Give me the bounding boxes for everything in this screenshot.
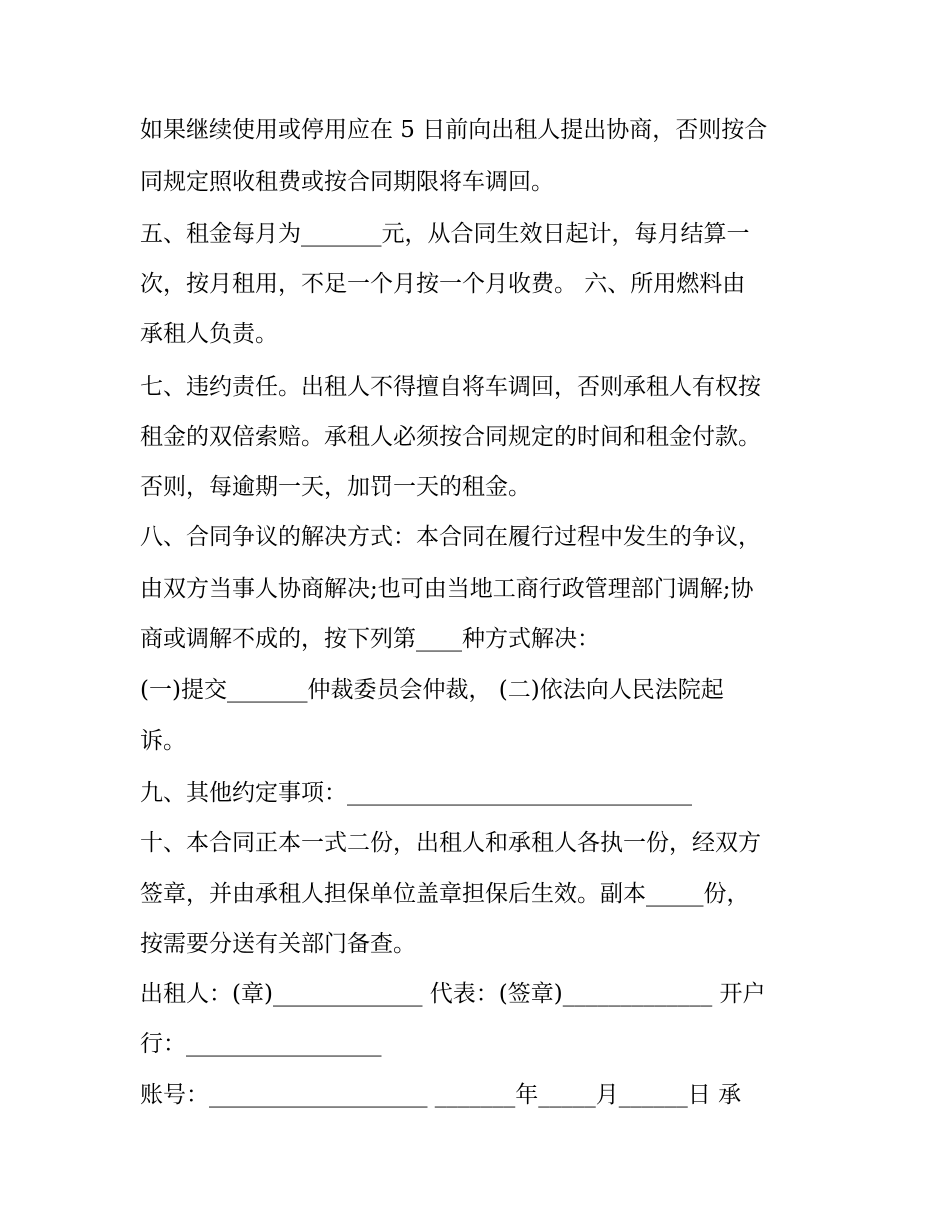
text-line: 出租人：(章)_____________ 代表：(签章)_____________ 开户 xyxy=(140,981,766,1007)
text-line: 否则，每逾期一天，加罚一天的租金。 xyxy=(140,474,531,500)
text-line: 五、租金每月为_______元，从合同生效日起计，每月结算一 xyxy=(140,221,750,247)
text-line: 承租人负责。 xyxy=(140,321,278,347)
text-line: 同规定照收租费或按合同期限将车调回。 xyxy=(140,169,554,195)
text-line: 按需要分送有关部门备查。 xyxy=(140,931,416,957)
text-line: (一)提交_______仲裁委员会仲裁， (二)依法向人民法院起 xyxy=(140,677,724,703)
text-line: 十、本合同正本一式二份，出租人和承租人各执一份，经双方 xyxy=(140,830,761,856)
text-line: 账号：___________________ _______年_____月______日 承 xyxy=(140,1082,742,1108)
text-line: 诉。 xyxy=(140,728,186,754)
text-line: 七、违约责任。出租人不得擅自将车调回，否则承租人有权按 xyxy=(140,374,761,400)
text-line: 租金的双倍索赔。承租人必须按合同规定的时间和租金付款。 xyxy=(140,424,761,450)
text-line: 九、其他约定事项：______________________________ xyxy=(140,780,692,806)
text-line: 如果继续使用或停用应在 5 日前向出租人提出协商，否则按合 xyxy=(140,117,768,143)
text-line: 次，按月租用，不足一个月按一个月收费。 六、所用燃料由 xyxy=(140,271,746,297)
text-line: 八、合同争议的解决方式：本合同在履行过程中发生的争议， xyxy=(140,524,761,550)
text-line: 由双方当事人协商解决;也可由当地工商行政管理部门调解;协 xyxy=(140,576,754,602)
text-line: 行：_________________ xyxy=(140,1031,382,1057)
text-line: 商或调解不成的，按下列第____种方式解决： xyxy=(140,626,600,652)
text-line: 签章，并由承租人担保单位盖章担保后生效。副本_____份， xyxy=(140,881,750,907)
